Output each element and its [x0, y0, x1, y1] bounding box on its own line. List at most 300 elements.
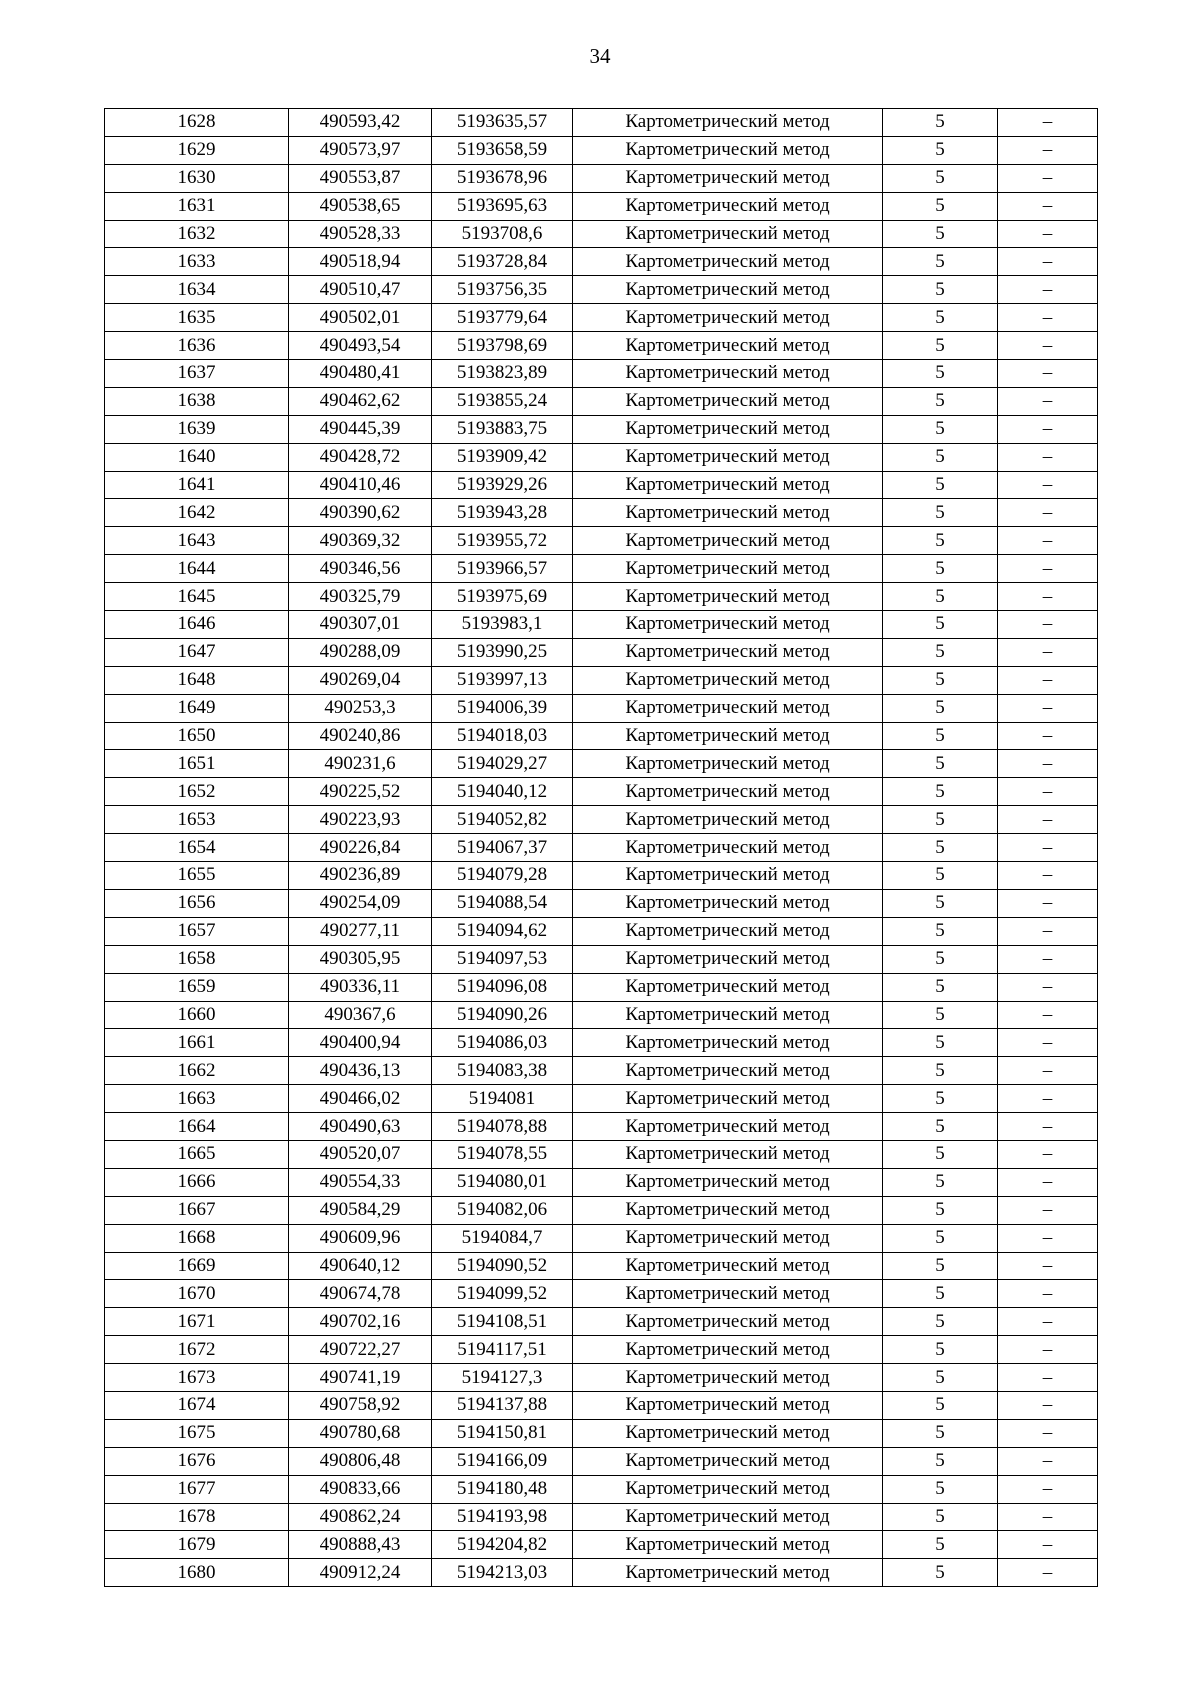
point-number-cell: 1633 — [105, 248, 289, 276]
table-row — [105, 387, 1098, 415]
table-row — [105, 583, 1098, 611]
x-coordinate-cell: 490862,24 — [289, 1503, 432, 1531]
method-cell: Картометрический метод — [573, 1308, 883, 1336]
method-cell: Картометрический метод — [573, 1280, 883, 1308]
y-coordinate-cell: 5194099,52 — [432, 1280, 573, 1308]
x-coordinate-cell: 490436,13 — [289, 1057, 432, 1085]
method-cell: Картометрический метод — [573, 1140, 883, 1168]
accuracy-cell: 5 — [883, 1085, 998, 1113]
description-cell: – — [998, 1140, 1098, 1168]
method-cell: Картометрический метод — [573, 1364, 883, 1392]
x-coordinate-cell: 490702,16 — [289, 1308, 432, 1336]
accuracy-cell: 5 — [883, 220, 998, 248]
x-coordinate-cell: 490400,94 — [289, 1029, 432, 1057]
x-coordinate-cell: 490888,43 — [289, 1531, 432, 1559]
table-row — [105, 1559, 1098, 1587]
table-row — [105, 304, 1098, 332]
table-row — [105, 332, 1098, 360]
point-number-cell: 1629 — [105, 136, 289, 164]
description-cell: – — [998, 1559, 1098, 1587]
method-cell: Картометрический метод — [573, 527, 883, 555]
accuracy-cell: 5 — [883, 360, 998, 388]
y-coordinate-cell: 5194090,26 — [432, 1001, 573, 1029]
y-coordinate-cell: 5193708,6 — [432, 220, 573, 248]
x-coordinate-cell: 490367,6 — [289, 1001, 432, 1029]
accuracy-cell: 5 — [883, 666, 998, 694]
description-cell: – — [998, 917, 1098, 945]
accuracy-cell: 5 — [883, 1001, 998, 1029]
accuracy-cell: 5 — [883, 806, 998, 834]
y-coordinate-cell: 5194006,39 — [432, 694, 573, 722]
y-coordinate-cell: 5194052,82 — [432, 806, 573, 834]
description-cell: – — [998, 304, 1098, 332]
table-row — [105, 109, 1098, 137]
description-cell: – — [998, 220, 1098, 248]
method-cell: Картометрический метод — [573, 164, 883, 192]
accuracy-cell: 5 — [883, 862, 998, 890]
y-coordinate-cell: 5193909,42 — [432, 443, 573, 471]
x-coordinate-cell: 490609,96 — [289, 1224, 432, 1252]
y-coordinate-cell: 5194083,38 — [432, 1057, 573, 1085]
point-number-cell: 1655 — [105, 862, 289, 890]
method-cell: Картометрический метод — [573, 1168, 883, 1196]
accuracy-cell: 5 — [883, 332, 998, 360]
accuracy-cell: 5 — [883, 555, 998, 583]
y-coordinate-cell: 5194117,51 — [432, 1336, 573, 1364]
y-coordinate-cell: 5194079,28 — [432, 862, 573, 890]
description-cell: – — [998, 109, 1098, 137]
description-cell: – — [998, 276, 1098, 304]
method-cell: Картометрический метод — [573, 499, 883, 527]
y-coordinate-cell: 5194078,55 — [432, 1140, 573, 1168]
description-cell: – — [998, 527, 1098, 555]
description-cell: – — [998, 973, 1098, 1001]
y-coordinate-cell: 5193798,69 — [432, 332, 573, 360]
method-cell: Картометрический метод — [573, 1029, 883, 1057]
accuracy-cell: 5 — [883, 1029, 998, 1057]
x-coordinate-cell: 490780,68 — [289, 1419, 432, 1447]
point-number-cell: 1665 — [105, 1140, 289, 1168]
table-row — [105, 192, 1098, 220]
table-row — [105, 1336, 1098, 1364]
description-cell: – — [998, 1391, 1098, 1419]
point-number-cell: 1663 — [105, 1085, 289, 1113]
table-row — [105, 666, 1098, 694]
point-number-cell: 1648 — [105, 666, 289, 694]
description-cell: – — [998, 611, 1098, 639]
y-coordinate-cell: 5194108,51 — [432, 1308, 573, 1336]
y-coordinate-cell: 5193997,13 — [432, 666, 573, 694]
y-coordinate-cell: 5194080,01 — [432, 1168, 573, 1196]
x-coordinate-cell: 490528,33 — [289, 220, 432, 248]
y-coordinate-cell: 5193756,35 — [432, 276, 573, 304]
x-coordinate-cell: 490466,02 — [289, 1085, 432, 1113]
y-coordinate-cell: 5193695,63 — [432, 192, 573, 220]
method-cell: Картометрический метод — [573, 1391, 883, 1419]
y-coordinate-cell: 5194127,3 — [432, 1364, 573, 1392]
x-coordinate-cell: 490806,48 — [289, 1447, 432, 1475]
method-cell: Картометрический метод — [573, 1559, 883, 1587]
table-row — [105, 1391, 1098, 1419]
point-number-cell: 1639 — [105, 415, 289, 443]
x-coordinate-cell: 490346,56 — [289, 555, 432, 583]
description-cell: – — [998, 1029, 1098, 1057]
point-number-cell: 1676 — [105, 1447, 289, 1475]
description-cell: – — [998, 945, 1098, 973]
accuracy-cell: 5 — [883, 1559, 998, 1587]
table-row — [105, 611, 1098, 639]
accuracy-cell: 5 — [883, 192, 998, 220]
x-coordinate-cell: 490584,29 — [289, 1196, 432, 1224]
x-coordinate-cell: 490593,42 — [289, 109, 432, 137]
method-cell: Картометрический метод — [573, 1057, 883, 1085]
point-number-cell: 1660 — [105, 1001, 289, 1029]
x-coordinate-cell: 490254,09 — [289, 889, 432, 917]
accuracy-cell: 5 — [883, 1531, 998, 1559]
y-coordinate-cell: 5193966,57 — [432, 555, 573, 583]
method-cell: Картометрический метод — [573, 973, 883, 1001]
description-cell: – — [998, 1336, 1098, 1364]
y-coordinate-cell: 5193929,26 — [432, 471, 573, 499]
y-coordinate-cell: 5194166,09 — [432, 1447, 573, 1475]
accuracy-cell: 5 — [883, 1308, 998, 1336]
y-coordinate-cell: 5194213,03 — [432, 1559, 573, 1587]
method-cell: Картометрический метод — [573, 1224, 883, 1252]
y-coordinate-cell: 5194086,03 — [432, 1029, 573, 1057]
description-cell: – — [998, 1252, 1098, 1280]
accuracy-cell: 5 — [883, 973, 998, 1001]
point-number-cell: 1668 — [105, 1224, 289, 1252]
point-number-cell: 1677 — [105, 1475, 289, 1503]
table-row — [105, 527, 1098, 555]
description-cell: – — [998, 360, 1098, 388]
accuracy-cell: 5 — [883, 1140, 998, 1168]
point-number-cell: 1678 — [105, 1503, 289, 1531]
accuracy-cell: 5 — [883, 611, 998, 639]
description-cell: – — [998, 722, 1098, 750]
page-number: 34 — [589, 44, 611, 68]
x-coordinate-cell: 490502,01 — [289, 304, 432, 332]
description-cell: – — [998, 1196, 1098, 1224]
x-coordinate-cell: 490741,19 — [289, 1364, 432, 1392]
x-coordinate-cell: 490520,07 — [289, 1140, 432, 1168]
point-number-cell: 1643 — [105, 527, 289, 555]
accuracy-cell: 5 — [883, 136, 998, 164]
point-number-cell: 1680 — [105, 1559, 289, 1587]
table-row — [105, 1364, 1098, 1392]
description-cell: – — [998, 332, 1098, 360]
accuracy-cell: 5 — [883, 1447, 998, 1475]
y-coordinate-cell: 5194081 — [432, 1085, 573, 1113]
table-row — [105, 1029, 1098, 1057]
x-coordinate-cell: 490553,87 — [289, 164, 432, 192]
table-row — [105, 1168, 1098, 1196]
accuracy-cell: 5 — [883, 583, 998, 611]
point-number-cell: 1650 — [105, 722, 289, 750]
x-coordinate-cell: 490288,09 — [289, 638, 432, 666]
point-number-cell: 1631 — [105, 192, 289, 220]
accuracy-cell: 5 — [883, 304, 998, 332]
accuracy-cell: 5 — [883, 248, 998, 276]
table-row — [105, 136, 1098, 164]
x-coordinate-cell: 490410,46 — [289, 471, 432, 499]
y-coordinate-cell: 5194096,08 — [432, 973, 573, 1001]
table-row — [105, 889, 1098, 917]
point-number-cell: 1654 — [105, 834, 289, 862]
point-number-cell: 1675 — [105, 1419, 289, 1447]
x-coordinate-cell: 490480,41 — [289, 360, 432, 388]
accuracy-cell: 5 — [883, 1168, 998, 1196]
point-number-cell: 1673 — [105, 1364, 289, 1392]
method-cell: Картометрический метод — [573, 192, 883, 220]
accuracy-cell: 5 — [883, 945, 998, 973]
description-cell: – — [998, 1475, 1098, 1503]
accuracy-cell: 5 — [883, 1419, 998, 1447]
point-number-cell: 1657 — [105, 917, 289, 945]
method-cell: Картометрический метод — [573, 555, 883, 583]
description-cell: – — [998, 248, 1098, 276]
y-coordinate-cell: 5194193,98 — [432, 1503, 573, 1531]
table-row — [105, 1447, 1098, 1475]
method-cell: Картометрический метод — [573, 1113, 883, 1141]
description-cell: – — [998, 889, 1098, 917]
point-number-cell: 1644 — [105, 555, 289, 583]
method-cell: Картометрический метод — [573, 917, 883, 945]
table-row — [105, 415, 1098, 443]
accuracy-cell: 5 — [883, 638, 998, 666]
x-coordinate-cell: 490518,94 — [289, 248, 432, 276]
y-coordinate-cell: 5194150,81 — [432, 1419, 573, 1447]
x-coordinate-cell: 490253,3 — [289, 694, 432, 722]
table-row — [105, 276, 1098, 304]
method-cell: Картометрический метод — [573, 443, 883, 471]
accuracy-cell: 5 — [883, 1503, 998, 1531]
y-coordinate-cell: 5193975,69 — [432, 583, 573, 611]
point-number-cell: 1653 — [105, 806, 289, 834]
point-number-cell: 1636 — [105, 332, 289, 360]
table-row — [105, 1475, 1098, 1503]
method-cell: Картометрический метод — [573, 834, 883, 862]
point-number-cell: 1662 — [105, 1057, 289, 1085]
y-coordinate-cell: 5193678,96 — [432, 164, 573, 192]
x-coordinate-cell: 490236,89 — [289, 862, 432, 890]
method-cell: Картометрический метод — [573, 1196, 883, 1224]
table-row — [105, 360, 1098, 388]
table-row — [105, 1001, 1098, 1029]
description-cell: – — [998, 1364, 1098, 1392]
method-cell: Картометрический метод — [573, 360, 883, 388]
x-coordinate-cell: 490554,33 — [289, 1168, 432, 1196]
table-row — [105, 917, 1098, 945]
table-row — [105, 862, 1098, 890]
method-cell: Картометрический метод — [573, 806, 883, 834]
table-row — [105, 750, 1098, 778]
coordinates-table-body — [105, 109, 1098, 1587]
x-coordinate-cell: 490758,92 — [289, 1391, 432, 1419]
method-cell: Картометрический метод — [573, 136, 883, 164]
accuracy-cell: 5 — [883, 1364, 998, 1392]
accuracy-cell: 5 — [883, 722, 998, 750]
y-coordinate-cell: 5194029,27 — [432, 750, 573, 778]
y-coordinate-cell: 5194094,62 — [432, 917, 573, 945]
x-coordinate-cell: 490269,04 — [289, 666, 432, 694]
method-cell: Картометрический метод — [573, 1001, 883, 1029]
x-coordinate-cell: 490325,79 — [289, 583, 432, 611]
description-cell: – — [998, 666, 1098, 694]
description-cell: – — [998, 192, 1098, 220]
accuracy-cell: 5 — [883, 889, 998, 917]
y-coordinate-cell: 5194078,88 — [432, 1113, 573, 1141]
y-coordinate-cell: 5194018,03 — [432, 722, 573, 750]
table-row — [105, 1196, 1098, 1224]
x-coordinate-cell: 490510,47 — [289, 276, 432, 304]
table-row — [105, 1113, 1098, 1141]
method-cell: Картометрический метод — [573, 583, 883, 611]
accuracy-cell: 5 — [883, 109, 998, 137]
description-cell: – — [998, 499, 1098, 527]
y-coordinate-cell: 5194040,12 — [432, 778, 573, 806]
description-cell: – — [998, 164, 1098, 192]
y-coordinate-cell: 5193823,89 — [432, 360, 573, 388]
description-cell: – — [998, 471, 1098, 499]
accuracy-cell: 5 — [883, 1475, 998, 1503]
method-cell: Картометрический метод — [573, 332, 883, 360]
method-cell: Картометрический метод — [573, 471, 883, 499]
point-number-cell: 1651 — [105, 750, 289, 778]
table-row — [105, 1224, 1098, 1252]
method-cell: Картометрический метод — [573, 778, 883, 806]
x-coordinate-cell: 490336,11 — [289, 973, 432, 1001]
description-cell: – — [998, 1308, 1098, 1336]
table-row — [105, 248, 1098, 276]
point-number-cell: 1661 — [105, 1029, 289, 1057]
x-coordinate-cell: 490722,27 — [289, 1336, 432, 1364]
y-coordinate-cell: 5194090,52 — [432, 1252, 573, 1280]
point-number-cell: 1637 — [105, 360, 289, 388]
method-cell: Картометрический метод — [573, 611, 883, 639]
coordinates-table — [104, 108, 1098, 1587]
x-coordinate-cell: 490674,78 — [289, 1280, 432, 1308]
table-row — [105, 1531, 1098, 1559]
accuracy-cell: 5 — [883, 1391, 998, 1419]
accuracy-cell: 5 — [883, 471, 998, 499]
point-number-cell: 1672 — [105, 1336, 289, 1364]
method-cell: Картометрический метод — [573, 220, 883, 248]
y-coordinate-cell: 5193855,24 — [432, 387, 573, 415]
x-coordinate-cell: 490231,6 — [289, 750, 432, 778]
table-row — [105, 806, 1098, 834]
y-coordinate-cell: 5193728,84 — [432, 248, 573, 276]
accuracy-cell: 5 — [883, 415, 998, 443]
point-number-cell: 1646 — [105, 611, 289, 639]
point-number-cell: 1634 — [105, 276, 289, 304]
description-cell: – — [998, 1113, 1098, 1141]
x-coordinate-cell: 490462,62 — [289, 387, 432, 415]
table-row — [105, 834, 1098, 862]
x-coordinate-cell: 490305,95 — [289, 945, 432, 973]
description-cell: – — [998, 1085, 1098, 1113]
table-row — [105, 722, 1098, 750]
method-cell: Картометрический метод — [573, 722, 883, 750]
x-coordinate-cell: 490912,24 — [289, 1559, 432, 1587]
method-cell: Картометрический метод — [573, 862, 883, 890]
point-number-cell: 1666 — [105, 1168, 289, 1196]
method-cell: Картометрический метод — [573, 666, 883, 694]
x-coordinate-cell: 490573,97 — [289, 136, 432, 164]
y-coordinate-cell: 5193635,57 — [432, 109, 573, 137]
table-row — [105, 1308, 1098, 1336]
x-coordinate-cell: 490490,63 — [289, 1113, 432, 1141]
y-coordinate-cell: 5193955,72 — [432, 527, 573, 555]
method-cell: Картометрический метод — [573, 638, 883, 666]
description-cell: – — [998, 778, 1098, 806]
point-number-cell: 1679 — [105, 1531, 289, 1559]
x-coordinate-cell: 490223,93 — [289, 806, 432, 834]
method-cell: Картометрический метод — [573, 1447, 883, 1475]
description-cell: – — [998, 443, 1098, 471]
point-number-cell: 1656 — [105, 889, 289, 917]
table-row — [105, 1057, 1098, 1085]
table-row — [105, 945, 1098, 973]
description-cell: – — [998, 638, 1098, 666]
description-cell: – — [998, 862, 1098, 890]
x-coordinate-cell: 490833,66 — [289, 1475, 432, 1503]
accuracy-cell: 5 — [883, 1252, 998, 1280]
point-number-cell: 1647 — [105, 638, 289, 666]
accuracy-cell: 5 — [883, 1336, 998, 1364]
description-cell: – — [998, 834, 1098, 862]
description-cell: – — [998, 1503, 1098, 1531]
x-coordinate-cell: 490428,72 — [289, 443, 432, 471]
method-cell: Картометрический метод — [573, 387, 883, 415]
point-number-cell: 1670 — [105, 1280, 289, 1308]
table-row — [105, 1085, 1098, 1113]
table-row — [105, 1280, 1098, 1308]
x-coordinate-cell: 490240,86 — [289, 722, 432, 750]
point-number-cell: 1635 — [105, 304, 289, 332]
accuracy-cell: 5 — [883, 499, 998, 527]
point-number-cell: 1649 — [105, 694, 289, 722]
point-number-cell: 1669 — [105, 1252, 289, 1280]
method-cell: Картометрический метод — [573, 945, 883, 973]
point-number-cell: 1640 — [105, 443, 289, 471]
description-cell: – — [998, 1224, 1098, 1252]
description-cell: – — [998, 583, 1098, 611]
y-coordinate-cell: 5193658,59 — [432, 136, 573, 164]
method-cell: Картометрический метод — [573, 1531, 883, 1559]
accuracy-cell: 5 — [883, 694, 998, 722]
y-coordinate-cell: 5194084,7 — [432, 1224, 573, 1252]
description-cell: – — [998, 1168, 1098, 1196]
accuracy-cell: 5 — [883, 387, 998, 415]
method-cell: Картометрический метод — [573, 1336, 883, 1364]
description-cell: – — [998, 1001, 1098, 1029]
point-number-cell: 1630 — [105, 164, 289, 192]
table-row — [105, 471, 1098, 499]
y-coordinate-cell: 5193883,75 — [432, 415, 573, 443]
point-number-cell: 1658 — [105, 945, 289, 973]
y-coordinate-cell: 5194204,82 — [432, 1531, 573, 1559]
point-number-cell: 1642 — [105, 499, 289, 527]
x-coordinate-cell: 490225,52 — [289, 778, 432, 806]
y-coordinate-cell: 5193990,25 — [432, 638, 573, 666]
method-cell: Картометрический метод — [573, 1085, 883, 1113]
method-cell: Картометрический метод — [573, 276, 883, 304]
description-cell: – — [998, 555, 1098, 583]
point-number-cell: 1641 — [105, 471, 289, 499]
description-cell: – — [998, 750, 1098, 778]
y-coordinate-cell: 5194082,06 — [432, 1196, 573, 1224]
